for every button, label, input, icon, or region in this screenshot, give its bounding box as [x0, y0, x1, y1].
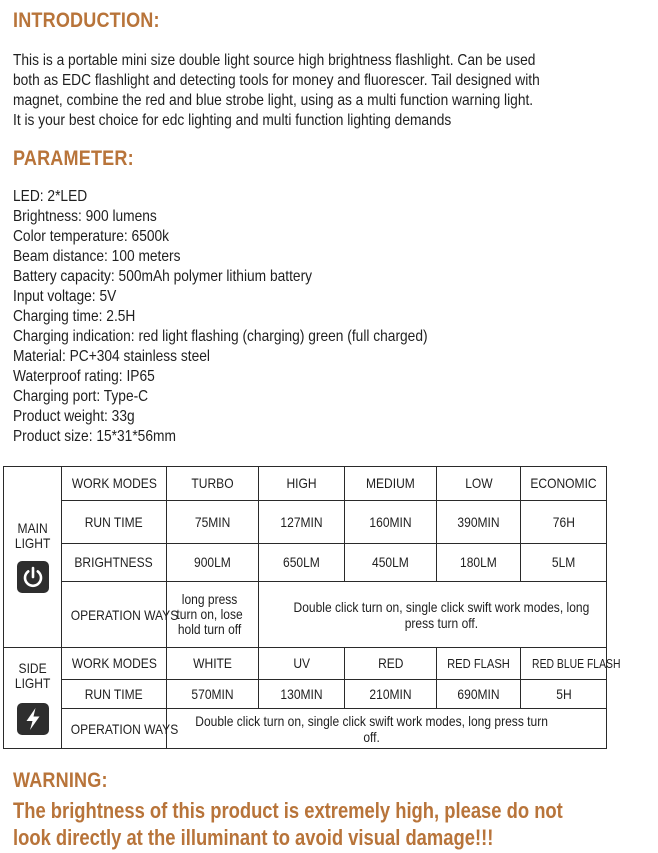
- introduction-heading: INTRODUCTION:: [13, 9, 160, 32]
- mode-cell: UV: [259, 648, 345, 680]
- parameter-item: Waterproof rating: IP65: [13, 368, 155, 385]
- intro-line: magnet, combine the red and blue strobe light, using as a multi function warning light.: [13, 92, 534, 109]
- brightness-cell: 650LM: [259, 544, 345, 582]
- work-modes-label: WORK MODES: [62, 648, 167, 680]
- side-operation-cell: Double click turn on, single click swift work modes, long press turn off.: [167, 709, 607, 749]
- mode-cell: WHITE: [167, 648, 259, 680]
- mode-cell: RED FLASH: [437, 648, 521, 680]
- parameter-item: Material: PC+304 stainless steel: [13, 348, 210, 365]
- parameter-item: Beam distance: 100 meters: [13, 248, 181, 265]
- mode-cell: RED: [345, 648, 437, 680]
- side-operation-row: [4, 709, 607, 749]
- parameter-item: Charging time: 2.5H: [13, 308, 136, 325]
- power-icon: [17, 561, 49, 593]
- side-light-group-cell: [4, 648, 62, 749]
- parameter-item: Battery capacity: 500mAh polymer lithium battery: [13, 268, 313, 285]
- main-light-label: MAIN LIGHT: [14, 520, 51, 551]
- main-operation-cell: Double click turn on, single click swift work modes, long press turn off.: [259, 582, 607, 648]
- mode-cell: LOW: [437, 467, 521, 501]
- warning-text: [13, 797, 598, 851]
- parameter-item: Color temperature: 6500k: [13, 228, 170, 245]
- side-light-label: SIDE LIGHT: [14, 660, 51, 691]
- operation-label: OPERATION WAYS: [62, 709, 167, 749]
- mode-cell: TURBO: [167, 467, 259, 501]
- run-time-cell: 390MIN: [437, 501, 521, 544]
- run-time-cell: 160MIN: [345, 501, 437, 544]
- parameter-item: Product size: 15*31*56mm: [13, 428, 176, 445]
- brightness-cell: 180LM: [437, 544, 521, 582]
- parameter-item: Product weight: 33g: [13, 408, 135, 425]
- intro-line: It is your best choice for edc lighting and multi function lighting demands: [13, 112, 452, 129]
- spec-table: [3, 466, 621, 749]
- turbo-operation-cell: long press turn on, lose hold turn off: [167, 582, 259, 648]
- parameter-heading: PARAMETER:: [13, 147, 134, 170]
- run-time-cell: 130MIN: [259, 680, 345, 709]
- warning-line: look directly at the illuminant to avoid visual damage!!!: [13, 825, 494, 850]
- side-work-modes-row: [4, 648, 607, 680]
- main-run-time-row: [4, 501, 607, 544]
- mode-cell: HIGH: [259, 467, 345, 501]
- mode-cell: MEDIUM: [345, 467, 437, 501]
- main-work-modes-row: [4, 467, 607, 501]
- intro-line: This is a portable mini size double light source high brightness flashlight. Can be used: [13, 52, 536, 69]
- parameter-item: Charging indication: red light flashing (charging) green (full charged): [13, 328, 428, 345]
- operation-label: OPERATION WAYS: [62, 582, 167, 648]
- warning-line: The brightness of this product is extremely high, please do not: [13, 798, 563, 823]
- mode-cell: RED BLUE FLASH: [521, 648, 607, 680]
- intro-line: both as EDC flashlight and detecting tools for money and fluorescer. Tail designed with: [13, 72, 540, 89]
- brightness-cell: 5LM: [521, 544, 607, 582]
- parameter-item: Input voltage: 5V: [13, 288, 117, 305]
- parameter-list: [13, 187, 428, 447]
- mode-cell: ECONOMIC: [521, 467, 607, 501]
- parameter-item: Brightness: 900 lumens: [13, 208, 157, 225]
- parameter-item: Charging port: Type-C: [13, 388, 149, 405]
- brightness-cell: 900LM: [167, 544, 259, 582]
- brightness-cell: 450LM: [345, 544, 437, 582]
- run-time-cell: 570MIN: [167, 680, 259, 709]
- run-time-cell: 690MIN: [437, 680, 521, 709]
- run-time-cell: 127MIN: [259, 501, 345, 544]
- run-time-label: RUN TIME: [62, 680, 167, 709]
- run-time-cell: 5H: [521, 680, 607, 709]
- run-time-cell: 75MIN: [167, 501, 259, 544]
- warning-heading: WARNING:: [13, 769, 108, 792]
- introduction-text: [13, 51, 598, 131]
- run-time-label: RUN TIME: [62, 501, 167, 544]
- parameter-item: LED: 2*LED: [13, 188, 88, 205]
- brightness-label: BRIGHTNESS: [62, 544, 167, 582]
- main-brightness-row: [4, 544, 607, 582]
- side-run-time-row: [4, 680, 607, 709]
- main-operation-row: [4, 582, 607, 648]
- run-time-cell: 210MIN: [345, 680, 437, 709]
- run-time-cell: 76H: [521, 501, 607, 544]
- work-modes-label: WORK MODES: [62, 467, 167, 501]
- main-light-group-cell: [4, 467, 62, 648]
- lightning-icon: [17, 703, 49, 735]
